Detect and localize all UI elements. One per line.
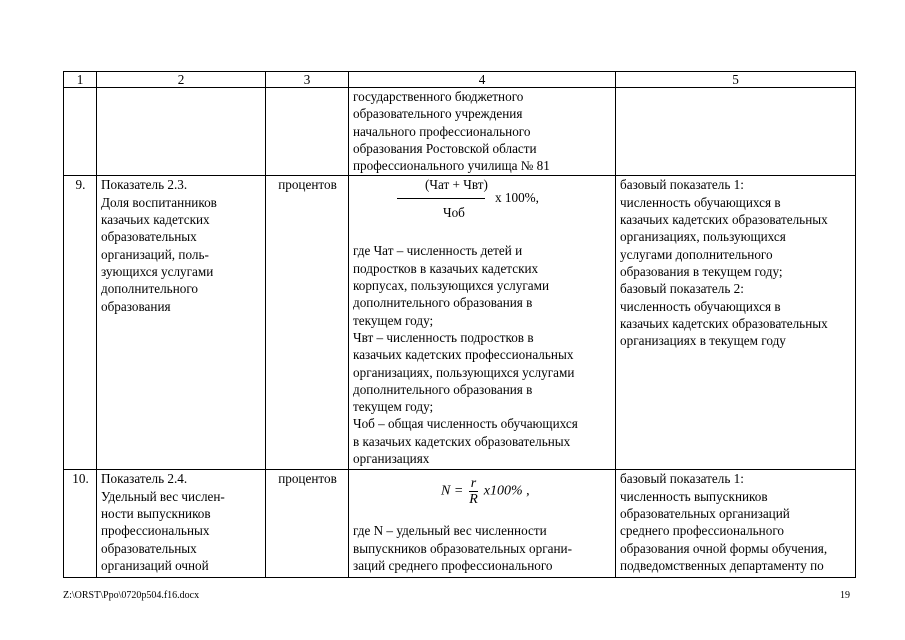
text-line: численность обучающихся в <box>620 194 781 210</box>
text-line: базовый показатель 1: <box>620 471 744 487</box>
text-line: образовательных <box>101 229 197 245</box>
text-line: образовательного учреждения <box>353 106 523 122</box>
data-table <box>63 71 856 578</box>
text-line: казачьих кадетских профессиональных <box>353 347 574 363</box>
text-line: казачьих кадетских <box>101 212 210 228</box>
text-line: выпускников образовательных органи- <box>353 540 572 556</box>
text-line: профессионального училища № 81 <box>353 158 550 174</box>
row-number: 10. <box>64 470 97 578</box>
continuation-text <box>349 88 616 176</box>
text-line: Показатель 2.3. <box>101 177 188 193</box>
text-line: казачьих кадетских образовательных <box>620 315 828 331</box>
indicator-name <box>97 176 266 470</box>
header-cell: 4 <box>349 72 616 88</box>
unit-cell: процентов <box>266 176 349 470</box>
text-line: текущем году; <box>353 399 434 415</box>
header-cell: 1 <box>64 72 97 88</box>
text-line: организациях, пользующихся услугами <box>353 364 575 380</box>
text-line: государственного бюджетного <box>353 89 524 104</box>
text-line: образования в текущем году; <box>620 263 783 279</box>
header-cell: 5 <box>616 72 856 88</box>
table-row-9 <box>64 176 856 470</box>
formula-fraction <box>469 476 478 507</box>
text-line: Удельный вес числен- <box>101 488 225 504</box>
text-line: образования очной формы обучения, <box>620 540 828 556</box>
text-line: дополнительного <box>101 281 199 297</box>
header-cell: 3 <box>266 72 349 88</box>
text-line: среднего профессионального <box>620 523 784 539</box>
header-row <box>64 72 856 88</box>
formula-expression <box>441 476 530 507</box>
text-line: начального профессионального <box>353 123 531 139</box>
formula-numerator: r <box>470 476 477 492</box>
text-line: базовый показатель 1: <box>620 177 744 193</box>
formula-comma: , <box>526 484 530 500</box>
text-line: организаций очной <box>101 557 209 573</box>
text-line: зующихся услугами <box>101 263 214 279</box>
text-line: базовый показатель 2: <box>620 281 744 297</box>
formula-cell <box>349 470 616 578</box>
text-line: численность выпускников <box>620 488 768 504</box>
base-indicators <box>616 176 856 470</box>
text-line: дополнительного образования в <box>353 381 533 397</box>
fraction-bar <box>397 198 485 199</box>
text-line: где N – удельный вес численности <box>353 523 547 539</box>
formula-multiplier: х 100%, <box>495 190 539 206</box>
empty-cell <box>266 88 349 176</box>
text-line: подростков в казачьих кадетских <box>353 260 539 276</box>
empty-cell <box>616 88 856 176</box>
formula <box>353 470 612 522</box>
text-line: организациях, пользующихся <box>620 229 786 245</box>
formula-denominator: Чоб <box>443 205 465 221</box>
text-line: заций среднего профессионального <box>353 558 553 574</box>
formula-multiplier: x100% <box>483 484 523 500</box>
header-cell: 2 <box>97 72 266 88</box>
text-line: где Чат – численность детей и <box>353 243 523 259</box>
text-line: Доля воспитанников <box>101 194 217 210</box>
text-line: численность обучающихся в <box>620 298 781 314</box>
text-line: образовательных организаций <box>620 506 790 522</box>
text-line: в казачьих кадетских образовательных <box>353 433 571 449</box>
text-line: казачьих кадетских образовательных <box>620 212 828 228</box>
text-line: профессиональных <box>101 523 210 539</box>
text-line: Чвт – численность подростков в <box>353 329 534 345</box>
formula-lhs: N = <box>441 484 464 500</box>
row-number: 9. <box>64 176 97 470</box>
formula-cell <box>349 176 616 470</box>
formula-denominator: R <box>469 492 478 508</box>
text-line: корпусах, пользующихся услугами <box>353 278 550 294</box>
text-line: образования <box>101 298 171 314</box>
page-number: 19 <box>840 590 850 601</box>
text-line: подведомственных департаменту по <box>620 557 824 573</box>
formula <box>353 176 612 242</box>
text-line: услугами дополнительного <box>620 246 773 262</box>
text-line: Показатель 2.4. <box>101 471 188 487</box>
unit-cell: процентов <box>266 470 349 578</box>
text-line: организациях <box>353 451 430 467</box>
text-line: образовательных <box>101 540 197 556</box>
text-line: образования Ростовской области <box>353 140 537 156</box>
empty-cell <box>97 88 266 176</box>
text-line: текущем году; <box>353 312 434 328</box>
indicator-name <box>97 470 266 578</box>
footer-file-path: Z:\ORST\Ppo\0720p504.f16.docx <box>63 590 200 601</box>
text-line: Чоб – общая численность обучающихся <box>353 416 578 432</box>
text-line: организаций, поль- <box>101 246 209 262</box>
text-line: организациях в текущем году <box>620 333 786 349</box>
text-line: ности выпускников <box>101 506 211 522</box>
formula-numerator: (Чат + Чвт) <box>425 177 488 193</box>
empty-cell <box>64 88 97 176</box>
text-line: дополнительного образования в <box>353 295 533 311</box>
table-row-10 <box>64 470 856 578</box>
continuation-row <box>64 88 856 176</box>
base-indicators <box>616 470 856 578</box>
